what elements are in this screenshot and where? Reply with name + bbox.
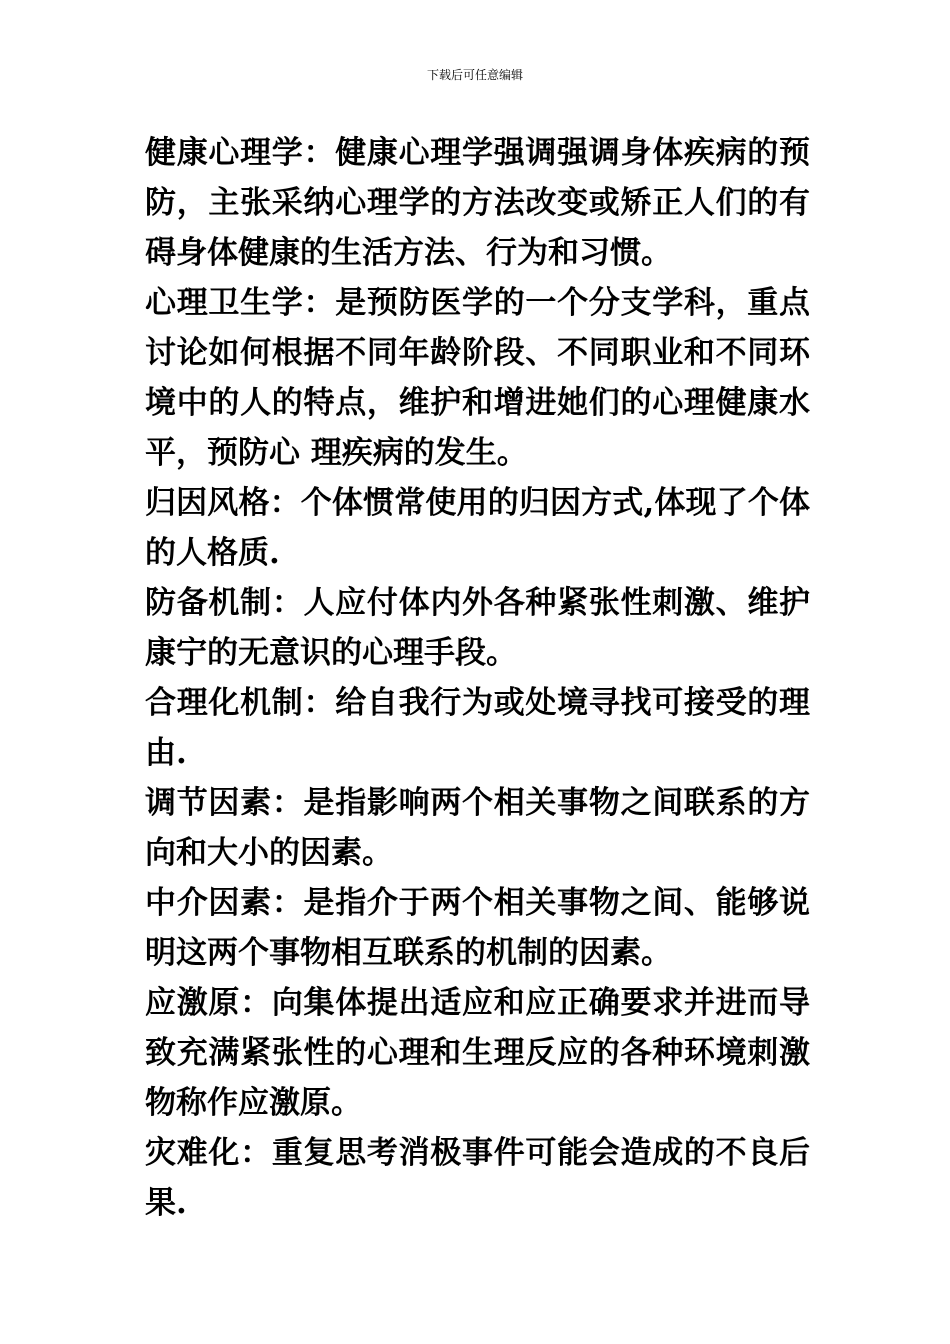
entry-catastrophizing: [145, 1128, 810, 1228]
entry-term: 调节因素: [145, 785, 272, 821]
entry-moderating-factor: [145, 778, 810, 878]
entry-definition: 个体惯常使用的归因方式,体现了个体的人格质.: [145, 485, 811, 571]
entry-definition: 人应付体内外各种紧张性刺激、维护康宁的无意识的心理手段。: [145, 585, 811, 671]
entry-stressor: [145, 978, 810, 1128]
entry-separator: ：: [303, 685, 336, 721]
entry-term: 中介因素: [145, 885, 272, 921]
entry-definition: 是预防医学的一个分支学科，重点讨论如何根据不同年龄阶段、不同职业和不同环境中的人的特点，维护和增进她们的心理健康水平，预防心 理疾病的发生。: [145, 285, 811, 471]
entry-term: 防备机制: [145, 585, 272, 621]
entry-separator: ：: [271, 785, 304, 821]
entry-separator: ：: [303, 135, 336, 171]
entry-health-psychology: [145, 128, 810, 278]
entry-definition: 向集体提出适应和应正确要求并进而导致充满紧张性的心理和生理反应的各种环境刺激物称作应激原。: [145, 985, 811, 1121]
entry-defense-mechanism: [145, 578, 810, 678]
entry-rationalization: [145, 678, 810, 778]
entry-mental-hygiene: [145, 278, 810, 478]
entry-separator: ：: [271, 585, 304, 621]
entry-term: 合理化机制: [145, 685, 304, 721]
page-header: 下载后可任意编辑: [426, 68, 523, 82]
entry-attribution-style: [145, 478, 810, 578]
entry-term: 心理卫生学: [145, 285, 304, 321]
entry-separator: ：: [269, 485, 301, 521]
entry-term: 归因风格: [145, 485, 270, 521]
entry-definition: 给自我行为或处境寻找可接受的理由.: [145, 685, 811, 771]
entry-definition: 是指介于两个相关事物之间、能够说明这两个事物相互联系的机制的因素。: [145, 885, 811, 971]
entry-separator: ：: [303, 285, 336, 321]
entry-separator: ：: [240, 985, 272, 1021]
entry-definition: 健康心理学强调强调身体疾病的预防，主张采纳心理学的方法改变或矫正人们的有碍身体健康的生活方法、行为和习惯。: [145, 135, 811, 271]
entry-term: 应激原: [145, 985, 241, 1021]
entry-term: 灾难化: [145, 1135, 241, 1171]
entry-definition: 是指影响两个相关事物之间联系的方向和大小的因素。: [145, 785, 811, 871]
document-body: [145, 128, 810, 1228]
entry-separator: ：: [240, 1135, 272, 1171]
entry-definition: 重复思考消极事件可能会造成的不良后果.: [145, 1135, 811, 1221]
entry-term: 健康心理学: [145, 135, 304, 171]
entry-mediating-factor: [145, 878, 810, 978]
entry-separator: ：: [271, 885, 304, 921]
